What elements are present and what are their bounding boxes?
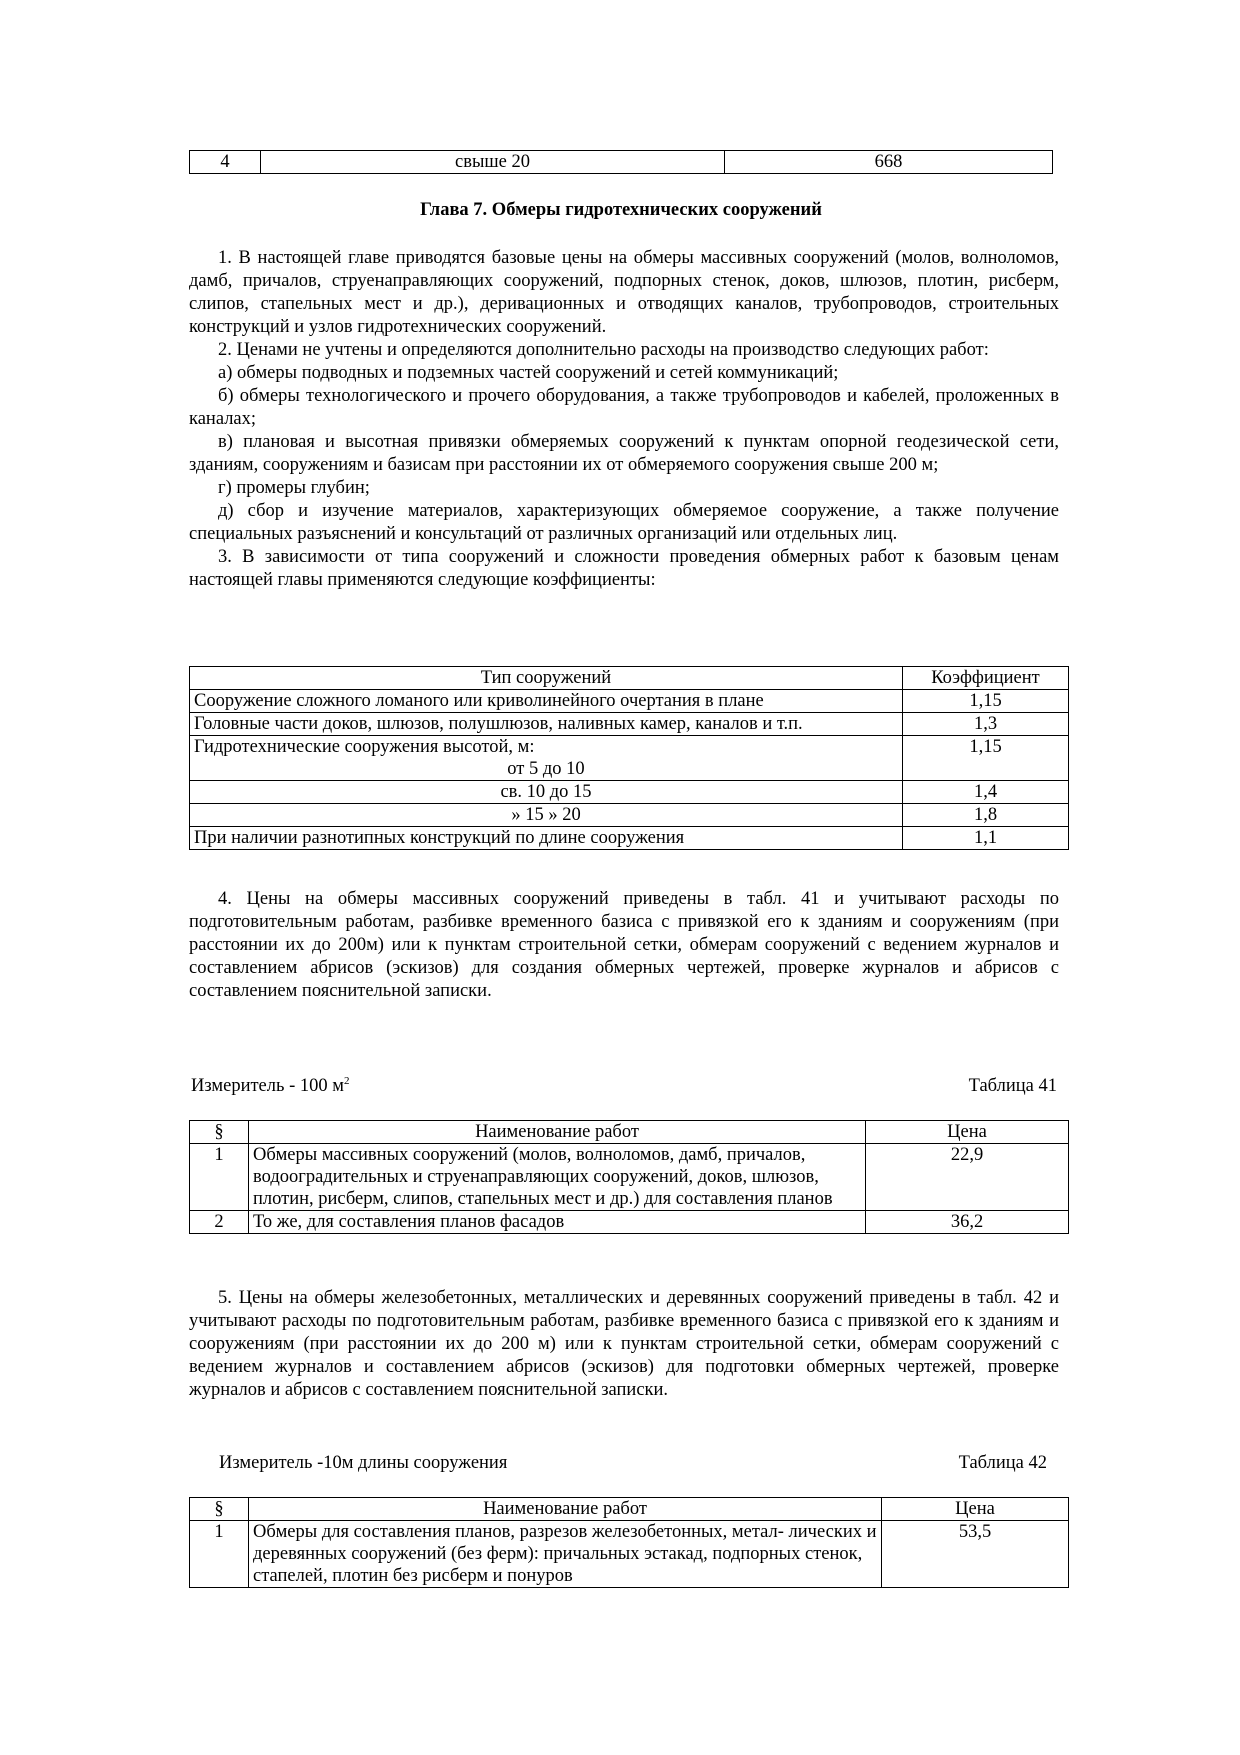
- table-cell: [190, 736, 903, 781]
- cell-line: Гидротехнические сооружения высотой, м:: [194, 737, 535, 757]
- paragraph: а) обмеры подводных и подземных частей сооружений и сетей коммуникаций;: [218, 363, 839, 383]
- column-header: Наименование работ: [249, 1498, 882, 1521]
- table-header-row: [190, 1498, 1069, 1521]
- table-cell: То же, для составления планов фасадов: [249, 1211, 866, 1234]
- paragraph: 4. Цены на обмеры массивных сооружений приведены в табл. 41 и учитывают расходы по подготовительным работам, разбивке временного базиса с привязкой его к зданиям и сооружениям (при расстоянии их до 200м) или к пунктам строительной сетки, обмерам сооружений с ведением журналов и составлением абрисов (эскизов) для создания обмерных чертежей, проверке журналов и абрисов с составлением пояснительной записки.: [189, 889, 1059, 1001]
- paragraph: 2. Ценами не учтены и определяются дополнительно расходы на производство следующих работ:: [218, 340, 989, 360]
- column-header: Коэффициент: [903, 667, 1069, 690]
- table-cell: 1,1: [903, 827, 1069, 850]
- column-header: Цена: [882, 1498, 1069, 1521]
- measure-label: Измеритель -10м длины сооружения: [219, 1453, 508, 1473]
- table-number: Таблица 41: [968, 1076, 1057, 1096]
- paragraph: г) промеры глубин;: [218, 478, 370, 498]
- table-cell: Обмеры массивных сооружений (молов, волноломов, дамб, причалов, водооградительных и струенаправляющих сооружений, доков, шлюзов, плотин, рисберм, слипов, стапельных мест и др.) для составления планов: [249, 1144, 866, 1211]
- table-cell: 4: [190, 151, 261, 174]
- table-42: [189, 1497, 1069, 1588]
- table-cell: » 15 » 20: [190, 804, 903, 827]
- table-row: [190, 151, 1053, 174]
- table-cell: 2: [190, 1211, 249, 1234]
- table-cell: свыше 20: [261, 151, 725, 174]
- table-row: [190, 1211, 1069, 1234]
- coefficient-table: [189, 666, 1069, 850]
- column-header: §: [190, 1121, 249, 1144]
- chapter-title: Глава 7. Обмеры гидротехнических сооружений: [420, 200, 822, 220]
- top-table: [189, 150, 1053, 174]
- table-cell: 1: [190, 1144, 249, 1211]
- table-row: [190, 690, 1069, 713]
- paragraph: 3. В зависимости от типа сооружений и сложности проведения обмерных работ к базовым ценам настоящей главы применяются следующие коэффициенты:: [189, 547, 1059, 590]
- table-row: [190, 781, 1069, 804]
- table-cell: При наличии разнотипных конструкций по длине сооружения: [190, 827, 903, 850]
- table-cell: 53,5: [882, 1521, 1069, 1588]
- cell-line: от 5 до 10: [507, 759, 585, 779]
- table-row: [190, 804, 1069, 827]
- table-cell: 1,8: [903, 804, 1069, 827]
- table-cell: 1,4: [903, 781, 1069, 804]
- column-header: Наименование работ: [249, 1121, 866, 1144]
- table-cell: 1: [190, 1521, 249, 1588]
- table42-caption: [219, 1452, 1047, 1475]
- table-header-row: [190, 1121, 1069, 1144]
- table-header-row: [190, 667, 1069, 690]
- intro-paragraphs: [189, 247, 1059, 592]
- paragraph: д) сбор и изучение материалов, характеризующих обмеряемое сооружение, а также получение специальных разъяснений и консультаций от различных организаций или отдельных лиц.: [189, 501, 1059, 544]
- column-header: §: [190, 1498, 249, 1521]
- table-41: [189, 1120, 1069, 1234]
- measure-label: Измеритель - 100 $м^2$: [191, 1074, 350, 1096]
- paragraph: б) обмеры технологического и прочего оборудования, а также трубопроводов и кабелей, проложенных в каналах;: [189, 386, 1059, 429]
- table-row: [190, 713, 1069, 736]
- table-row: [190, 736, 1069, 781]
- paragraph: в) плановая и высотная привязки обмеряемых сооружений к пунктам опорной геодезической сети, зданиям, сооружениям и базисам при расстоянии их от обмеряемого сооружения свыше 200 м;: [189, 432, 1059, 475]
- table-cell: Головные части доков, шлюзов, полушлюзов, наливных камер, каналов и т.п.: [190, 713, 903, 736]
- table-cell: 36,2: [866, 1211, 1069, 1234]
- table-cell: 22,9: [866, 1144, 1069, 1211]
- table-row: [190, 827, 1069, 850]
- table-cell: 1,15: [903, 736, 1069, 781]
- table-row: [190, 1521, 1069, 1588]
- table-cell: Сооружение сложного ломаного или криволинейного очертания в плане: [190, 690, 903, 713]
- table-cell: Обмеры для составления планов, разрезов железобетонных, метал- лических и деревянных сооружений (без ферм): причальных эстакад, подпорных стенок, стапелей, плотин без рисберм и понуров: [249, 1521, 882, 1588]
- table-number: Таблица 42: [958, 1453, 1047, 1473]
- column-header: Тип сооружений: [190, 667, 903, 690]
- column-header: Цена: [866, 1121, 1069, 1144]
- paragraph: 5. Цены на обмеры железобетонных, металлических и деревянных сооружений приведены в табл. 42 и учитывают расходы по подготовительным работам, разбивке временного базиса с привязкой его к зданиям и сооружениям (при расстоянии их до 200 м) или к пунктам строительной сетки, обмерам сооружений с ведением журналов и составлением абрисов (эскизов) для подготовки обмерных чертежей, проверке журналов и абрисов с составлением пояснительной записки.: [189, 1288, 1059, 1400]
- table-cell: 668: [725, 151, 1053, 174]
- table41-caption: [191, 1075, 1057, 1098]
- table-row: [190, 1144, 1069, 1211]
- table-cell: 1,15: [903, 690, 1069, 713]
- paragraph: 1. В настоящей главе приводятся базовые цены на обмеры массивных сооружений (молов, волноломов, дамб, причалов, струенаправляющих сооружений, подпорных стенок, доков, шлюзов, плотин, рисберм, слипов, стапельных мест и др.), деривационных и отводящих каналов, трубопроводов, строительных конструкций и узлов гидротехнических сооружений.: [189, 248, 1059, 337]
- table-cell: св. 10 до 15: [190, 781, 903, 804]
- table-cell: 1,3: [903, 713, 1069, 736]
